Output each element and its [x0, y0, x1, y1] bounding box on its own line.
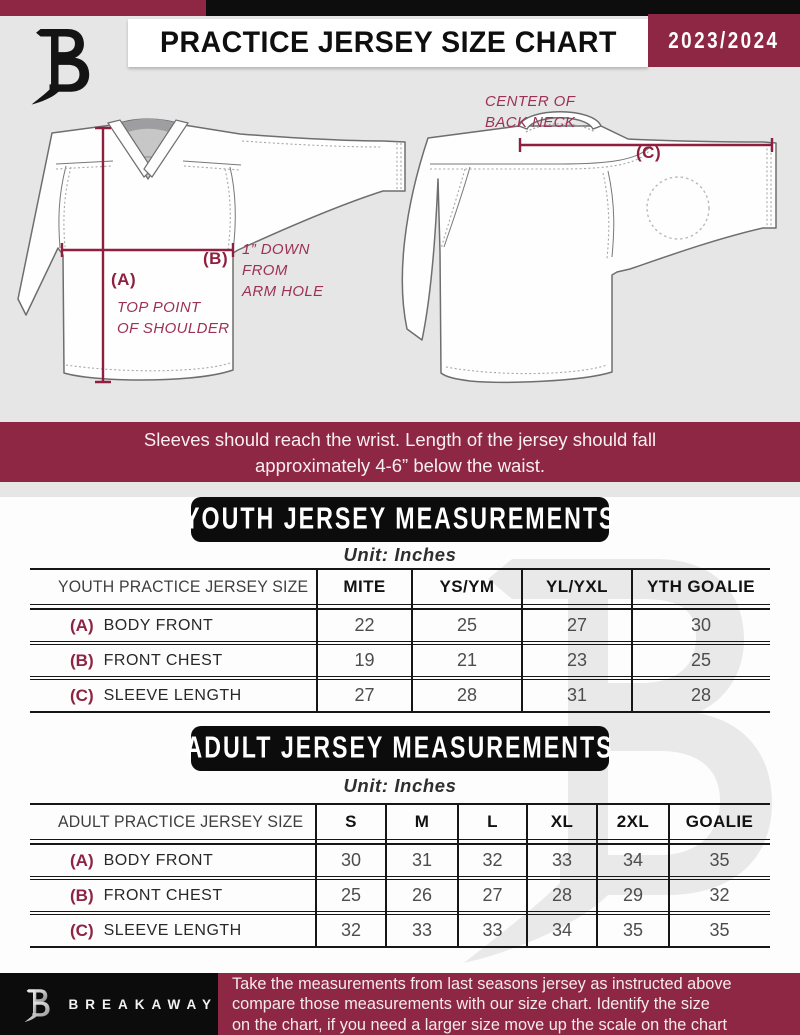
size-header: MITE: [343, 577, 386, 596]
label-a-caption: TOP POINT OF SHOULDER: [117, 299, 230, 337]
measurement-label-cell: [30, 680, 317, 711]
adult-section-banner: [185, 726, 615, 771]
label-a: (A): [111, 270, 137, 289]
measurement-value: 35: [709, 850, 730, 870]
measurement-value: 25: [690, 650, 712, 670]
jersey-drawings: [0, 67, 800, 422]
adult-banner-text: ADULT JERSEY MEASUREMENTS: [185, 731, 615, 765]
adult-size-table: [30, 803, 770, 948]
measurement-value: 30: [690, 615, 712, 635]
table-header-row: [30, 570, 770, 604]
top-strip-maroon: [0, 0, 206, 16]
measurement-value: 32: [709, 885, 730, 905]
table-column-divider: [668, 805, 670, 946]
footer: [0, 973, 800, 1035]
table-column-divider: [596, 805, 598, 946]
measurement-value: 34: [551, 920, 573, 940]
size-header: YL/YXL: [546, 577, 608, 596]
footer-b-logo-icon: [22, 985, 54, 1023]
measurement-value: 26: [411, 885, 433, 905]
measurement-label-cell: [30, 845, 316, 876]
row-key: (B): [70, 650, 94, 670]
table-column-divider: [526, 805, 528, 946]
season-text: 2023/2024: [668, 27, 780, 53]
fit-note-line1: Sleeves should reach the wrist. Length of the jersey should fall: [143, 429, 657, 450]
row-label: FRONT CHEST: [103, 651, 223, 669]
measurement-value: 33: [482, 920, 503, 940]
measurement-value: 30: [340, 850, 362, 870]
measurement-value: 22: [354, 615, 375, 635]
size-header: S: [345, 812, 357, 831]
label-b-caption: 1” DOWN FROM ARM HOLE: [242, 241, 324, 300]
measurement-value: 28: [551, 885, 573, 905]
divider-strip: [0, 482, 800, 497]
measurement-label-cell: [30, 880, 316, 911]
measurement-value: 27: [482, 885, 503, 905]
size-header: 2XL: [616, 812, 650, 831]
measurement-value: 34: [622, 850, 644, 870]
page-title: [128, 19, 648, 67]
row-key: (A): [70, 850, 94, 870]
measurement-row: [30, 680, 770, 711]
header: [0, 0, 800, 67]
measurement-row: [30, 880, 770, 911]
measurement-value: 25: [340, 885, 362, 905]
youth-size-table: [30, 568, 770, 713]
measurement-value: 27: [566, 615, 588, 635]
measurement-tables-area: [0, 497, 800, 973]
measurement-value: 35: [622, 920, 644, 940]
row-key: (A): [70, 615, 94, 635]
page-title-text: PRACTICE JERSEY SIZE CHART: [159, 26, 617, 59]
size-header: GOALIE: [685, 812, 754, 831]
footer-instructions: [218, 973, 800, 1035]
footer-line1: Take the measurements from last seasons jersey as instructed above: [232, 974, 732, 993]
measurement-value: 28: [456, 685, 478, 705]
size-column-header: ADULT PRACTICE JERSEY SIZE: [58, 812, 304, 831]
measurement-value: 32: [482, 850, 503, 870]
season-badge: [648, 14, 800, 67]
size-header: XL: [550, 812, 574, 831]
measurement-value: 23: [566, 650, 588, 670]
table-column-divider: [385, 805, 387, 946]
size-header: YTH GOALIE: [647, 577, 755, 596]
table-column-divider: [411, 570, 413, 711]
measurement-label-cell: [30, 645, 317, 676]
measurement-value: 33: [551, 850, 573, 870]
measurement-label-cell: [30, 610, 317, 641]
footer-line2: compare those measurements with our size chart. Identify the size: [232, 995, 710, 1014]
label-b: (B): [203, 249, 229, 268]
row-label: SLEEVE LENGTH: [103, 686, 242, 704]
table-column-divider: [521, 570, 523, 711]
measurement-row: [30, 915, 770, 946]
size-header: YS/YM: [439, 577, 495, 596]
row-key: (C): [70, 920, 94, 940]
table-column-divider: [631, 570, 633, 711]
measurement-value: 29: [622, 885, 644, 905]
footer-brand-name: BREAKAWAY: [68, 996, 218, 1012]
size-column-header: YOUTH PRACTICE JERSEY SIZE: [58, 577, 309, 596]
measurement-row: [30, 610, 770, 641]
row-key: (C): [70, 685, 94, 705]
label-c-caption: CENTER OF BACK NECK: [485, 93, 576, 131]
measurement-value: 25: [456, 615, 478, 635]
row-label: BODY FRONT: [103, 851, 214, 869]
measurement-value: 31: [566, 685, 588, 705]
youth-banner-text: YOUTH JERSEY MEASUREMENTS: [183, 502, 617, 536]
footer-brand-block: [0, 973, 218, 1035]
table-column-divider: [315, 805, 317, 946]
measurement-value: 32: [340, 920, 362, 940]
footer-line3: on the chart, if you need a larger size move up the scale on the chart: [232, 1015, 728, 1034]
youth-unit-label: Unit: Inches: [343, 544, 457, 565]
measurement-value: 28: [690, 685, 712, 705]
fit-note-banner: [0, 422, 800, 482]
table-header-row: [30, 805, 770, 839]
measurement-value: 35: [709, 920, 730, 940]
size-header: L: [487, 812, 498, 831]
label-c: (C): [636, 143, 662, 162]
measurement-value: 33: [411, 920, 433, 940]
table-column-divider: [457, 805, 459, 946]
fit-note-line2: approximately 4-6” below the waist.: [255, 455, 545, 476]
row-key: (B): [70, 885, 94, 905]
measurement-value: 21: [456, 650, 478, 670]
size-header: M: [414, 812, 430, 831]
table-column-divider: [316, 570, 318, 711]
measurement-label-cell: [30, 915, 316, 946]
row-label: SLEEVE LENGTH: [103, 921, 242, 939]
measurement-value: 19: [354, 650, 375, 670]
jersey-measurement-diagram: [0, 67, 800, 422]
row-label: FRONT CHEST: [103, 886, 223, 904]
row-label: BODY FRONT: [103, 616, 214, 634]
measurement-row: [30, 645, 770, 676]
adult-unit-label: Unit: Inches: [343, 775, 457, 796]
measurement-value: 31: [411, 850, 433, 870]
measurement-row: [30, 845, 770, 876]
youth-section-banner: [183, 497, 617, 542]
measurement-value: 27: [354, 685, 375, 705]
breakaway-b-logo-icon: [20, 20, 106, 106]
